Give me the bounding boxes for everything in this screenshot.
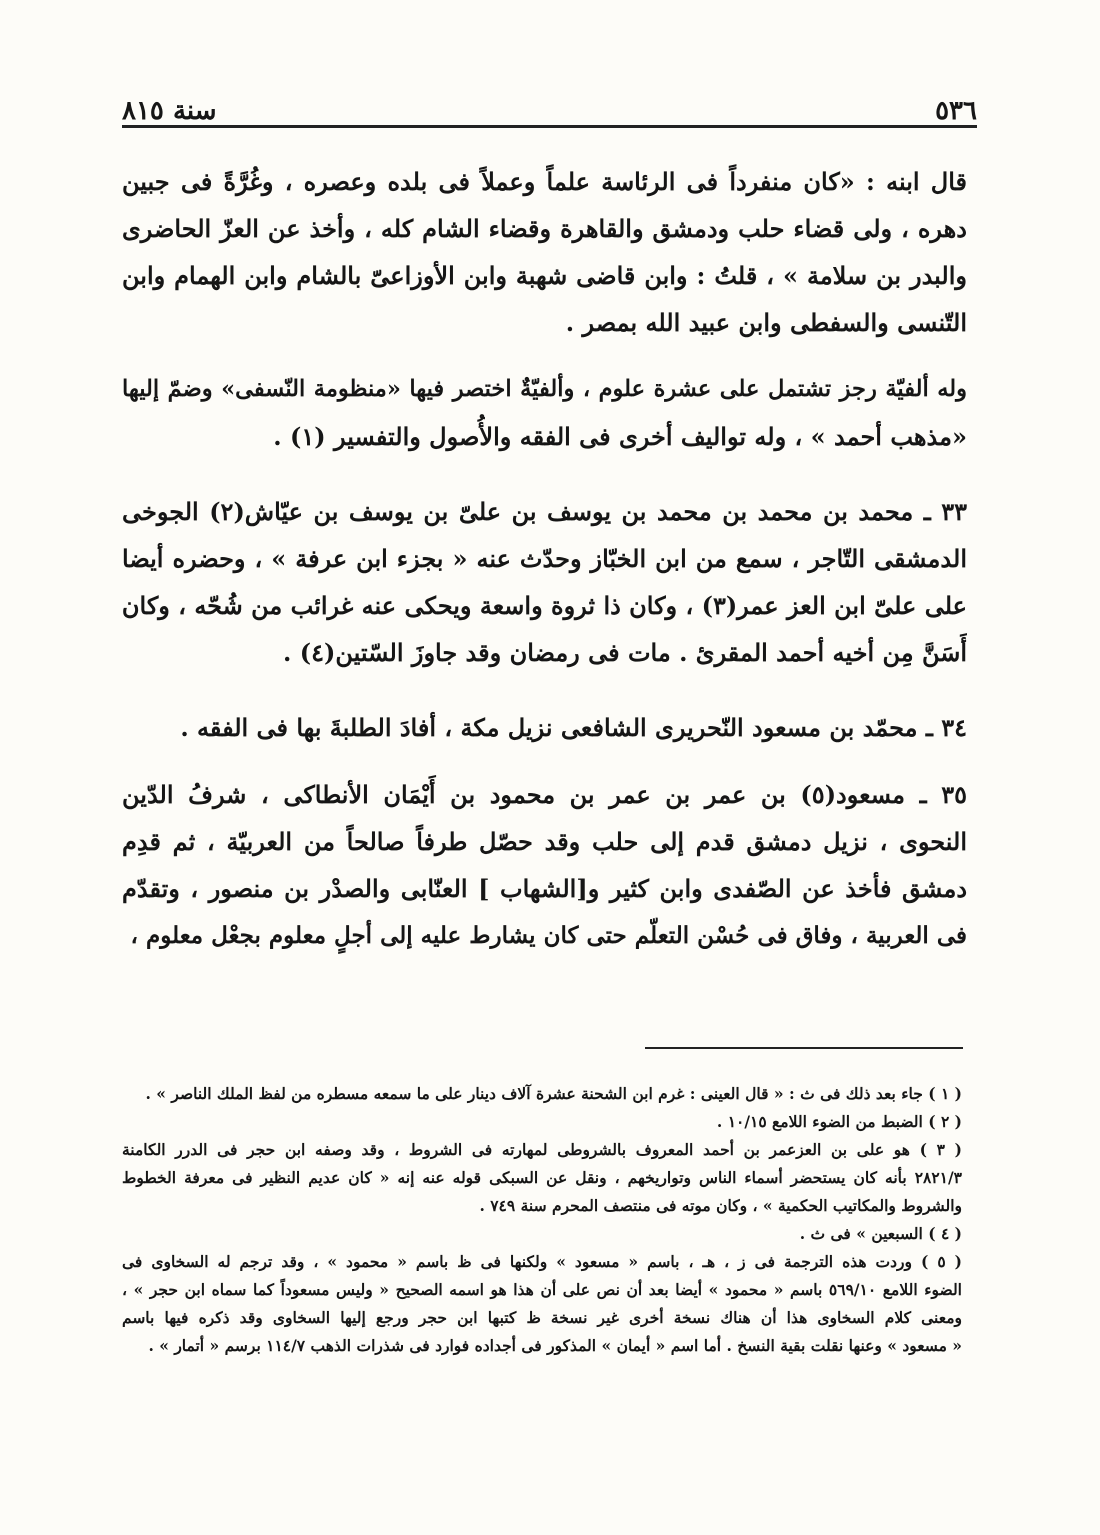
footnote-line: ومعنى كلام السخاوى هذا أن هناك نسخة أخرى غير نسخة ظ كتبها ابن حجر ورجع إليها السخاوى وقد ذكره فيها باسم <box>122 1308 962 1327</box>
text-line: دهره ، ولى قضاء حلب ودمشق والقاهرة وقضاء الشام كله ، وأخذ عن العزّ الحاضرى <box>122 214 967 243</box>
header-rule <box>122 125 977 128</box>
footnote-line: ٢٨٢١/٣ بأنه كان يستحضر أسماء الناس وتواريخهم ، ونقل عن السبكى قوله عنه إنه « كان عديم النظير فى معرفة الخطوط <box>122 1168 962 1187</box>
text-line: وله ألفيّة رجز تشتمل على عشرة علوم ، وألفيّةٌ اختصر فيها «منظومة النّسفى» وضمّ إليها <box>122 376 967 402</box>
text-line: فى العربية ، وفاق فى حُسْن التعلّم حتى كان يشارط عليه إلى أجلٍ معلوم بجعْل معلوم ، <box>130 922 967 949</box>
footnote-line: والشروط والمكاتيب الحكمية » ، وكان موته فى منتصف المحرم سنة ٧٤٩ . <box>479 1196 962 1215</box>
footnote-line: ( ٥ ) وردت هذه الترجمة فى ز ، هـ ، باسم « مسعود » ولكنها فى ظ باسم « محمود » ، وقد ترجم له السخاوى فى <box>122 1252 962 1271</box>
text-line: والبدر بن سلامة » ، قلتُ : وابن قاضى شهبة وابن الأوزاعىّ بالشام وابن الهمام وابن <box>122 261 967 290</box>
text-line: على علىّ ابن العز عمر(٣) ، وكان ذا ثروة واسعة ويحكى عنه غرائب من شُحّه ، وكان <box>122 591 967 620</box>
paragraph <box>122 366 967 460</box>
footnote-line: ( ١ ) جاء بعد ذلك فى ث : « قال العينى : غرم ابن الشحنة عشرة آلاف دينار على ما سمعه مسطره من لفظ الملك الناصر » . <box>145 1084 962 1103</box>
text-line: «مذهب أحمد » ، وله تواليف أخرى فى الفقه والأُصول والتفسير (١) . <box>273 422 967 451</box>
text-line: النحوى ، نزيل دمشق قدم إلى حلب وقد حصّل طرفاً صالحاً من العربيّة ، ثم قدِم <box>122 827 967 856</box>
text-line: قال ابنه : «كان منفرداً فى الرئاسة علماً وعملاً فى بلده وعصره ، وغُرَّةً فى جبين <box>122 167 967 196</box>
text-line: التّنسى والسفطى وابن عبيد الله بمصر . <box>565 308 967 337</box>
footnote-line: ( ٢ ) الضبط من الضوء اللامع ١٠/١٥ . <box>716 1112 962 1131</box>
footnote-line: ( ٤ ) السبعين » فى ث . <box>799 1224 962 1243</box>
page-number: ٥٣٦ <box>935 96 977 126</box>
text-line: أَسَنَّ مِن أخيه أحمد المقرئ . مات فى رمضان وقد جاوزَ السّتين(٤) . <box>283 638 967 667</box>
text-line: الدمشقى التّاجر ، سمع من ابن الخبّاز وحدّث عنه « بجزء ابن عرفة » ، وحضره أيضا <box>122 544 967 573</box>
text-line: ٣٣ ـ محمد بن محمد بن محمد بن يوسف بن علىّ بن يوسف بن عيّاش(٢) الجوخى <box>122 497 967 526</box>
entry-34 <box>122 704 967 751</box>
main-text <box>122 158 967 959</box>
paragraph <box>122 158 967 346</box>
text-line: ٣٥ ـ مسعود(٥) بن عمر بن عمر بن محمود بن أَيْمَان الأنطاكى ، شرفُ الدّين <box>122 780 967 809</box>
footnote-line: « مسعود » وعنها نقلت بقية النسخ . أما اسم « أيمان » المذكور فى أجداده فوارد فى شذرات الذهب ١١٤/٧ برسم « أتمار » . <box>148 1336 962 1355</box>
text-line: ٣٤ ـ محمّد بن مسعود النّحريرى الشافعى نزيل مكة ، أفادَ الطلبةَ بها فى الفقه . <box>180 713 967 742</box>
entry-35 <box>122 771 967 959</box>
footnote-line: الضوء اللامع ٥٦٩/١٠ باسم « محمود » أيضا بعد أن نص على أن هذا هو اسمه الصحيح « وليس مسعوداً كما سماه ابن حجر » ، <box>122 1280 962 1299</box>
footnotes <box>122 1080 962 1360</box>
page-header <box>122 82 977 126</box>
footnote-line: ( ٣ ) هو على بن العزعمر بن أحمد المعروف بالشروطى لمهارته فى الشروط ، وقد وصفه ابن حجر فى الدرر الكامنة <box>122 1140 962 1159</box>
running-year-title: سنة ٨١٥ <box>122 96 217 126</box>
entry-33 <box>122 488 967 676</box>
text-line: دمشق فأخذ عن الصّفدى وابن كثير و[الشهاب ] العنّابى والصدْر بن منصور ، وتقدّم <box>122 874 967 903</box>
footnote-rule <box>645 1047 963 1049</box>
